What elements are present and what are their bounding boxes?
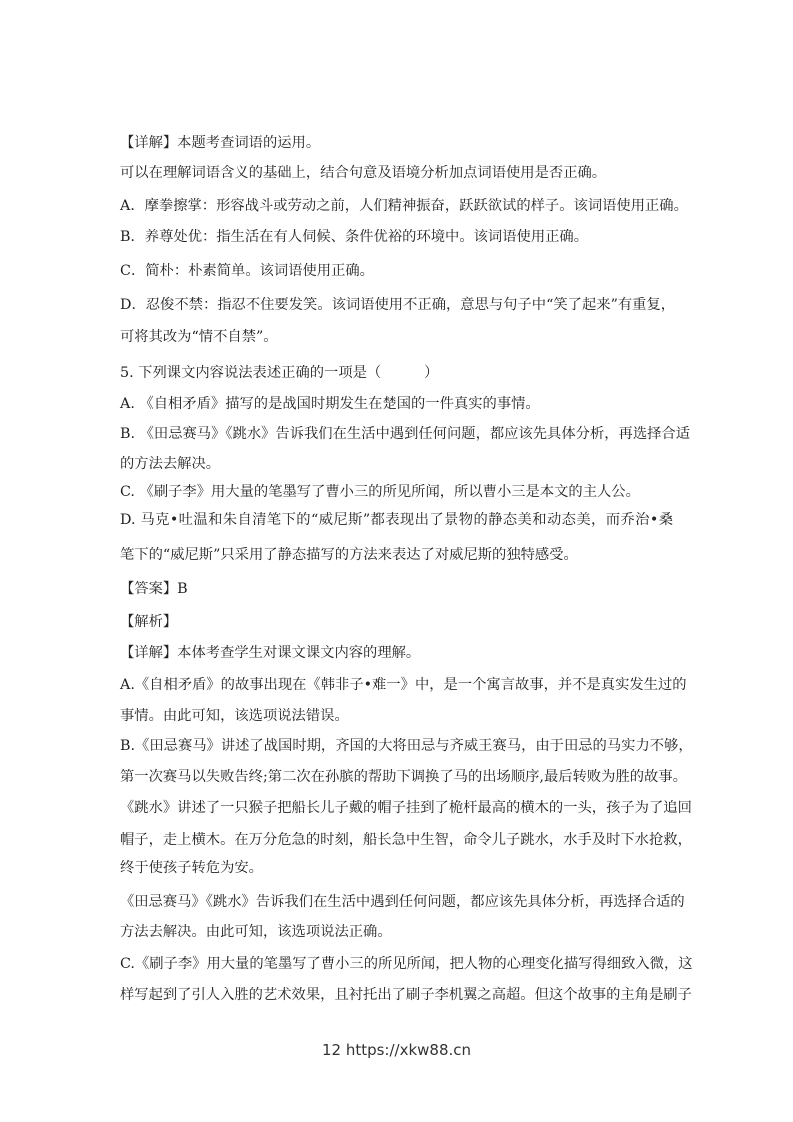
text-line: B. 《田忌赛马》《跳水》告诉我们在生活中遇到任何问题，都应该先具体分析，再选择合适: [120, 426, 691, 442]
text-line: 【解析】: [120, 614, 178, 630]
text-line: 第一次赛马以失败告终;第二次在孙膑的帮助下调换了马的出场顺序,最后转败为胜的故事。: [120, 769, 687, 785]
text-line: 可以在理解词语含义的基础上，结合句意及语境分析加点词语使用是否正确。: [120, 165, 607, 181]
text-line: C. 《刷子李》用大量的笔墨写了曹小三的所见所闻，所以曹小三是本文的主人公。: [120, 484, 640, 500]
text-line: 《田忌赛马》《跳水》告诉我们在生活中遇到任何问题，都应该先具体分析，再选择合适的: [120, 894, 685, 910]
text-line: 终于使孩子转危为安。: [120, 860, 263, 876]
text-line: B.《田忌赛马》讲述了战国时期，齐国的大将田忌与齐威王赛马，由于田忌的马实力不够，: [120, 738, 693, 754]
text-line: 【答案】B: [120, 581, 188, 597]
text-line: 可将其改为“情不自禁”。: [120, 329, 278, 345]
text-line: 样写起到了引人入胜的艺术效果，且衬托出了刷子李机翼之高超。但这个故事的主角是刷子: [120, 987, 692, 1003]
text-line: A.《自相矛盾》的故事出现在《韩非子•难一》中，是一个寓言故事，并不是真实发生过的: [120, 677, 687, 693]
text-line: A. 《自相矛盾》描写的是战国时期发生在楚国的一件真实的事情。: [120, 396, 540, 412]
text-line: 【详解】本题考查词语的运用。: [120, 135, 321, 151]
text-line: 笔下的“威尼斯”只采用了静态描写的方法来表达了对威尼斯的独特感受。: [120, 547, 578, 563]
text-line: D．忍俊不禁：指忍不住要发笑。该词语使用不正确，意思与句子中“笑了起来”有重复，: [120, 297, 676, 313]
text-line: 《跳水》讲述了一只猴子把船长儿子戴的帽子挂到了桅杆最高的横木的一头，孩子为了追回: [120, 800, 692, 816]
text-line: C.《刷子李》用大量的笔墨写了曹小三的所见所闻，把人物的心理变化描写得细致入微，这: [120, 956, 693, 972]
text-line: B．养尊处优：指生活在有人伺候、条件优裕的环境中。该词语使用正确。: [120, 229, 589, 245]
text-line: A．摩拳擦掌：形容战斗或劳动之前，人们精神振奋，跃跃欲试的样子。该词语使用正确。: [120, 198, 688, 214]
text-line: D. 马克•吐温和朱自清笔下的“威尼斯”都表现出了景物的静态美和动态美，而乔治•桑: [120, 512, 673, 528]
text-line: 事情。由此可知，该选项说法错误。: [120, 708, 349, 724]
text-line: 帽子，走上横木。在万分危急的时刻，船长急中生智，命令儿子跳水，水手及时下水抢救，: [120, 832, 692, 848]
text-line: 的方法去解决。: [120, 456, 221, 472]
page-footer: 12 https://xkw88.cn: [321, 1041, 472, 1059]
text-line: 5. 下列课文内容说法表述正确的一项是（ ）: [120, 365, 439, 381]
text-line: C．简朴：朴素简单。该词语使用正确。: [120, 263, 374, 279]
text-line: 方法去解决。由此可知，该选项说法正确。: [120, 924, 392, 940]
text-line: 【详解】本体考查学生对课文课文内容的理解。: [120, 645, 421, 661]
